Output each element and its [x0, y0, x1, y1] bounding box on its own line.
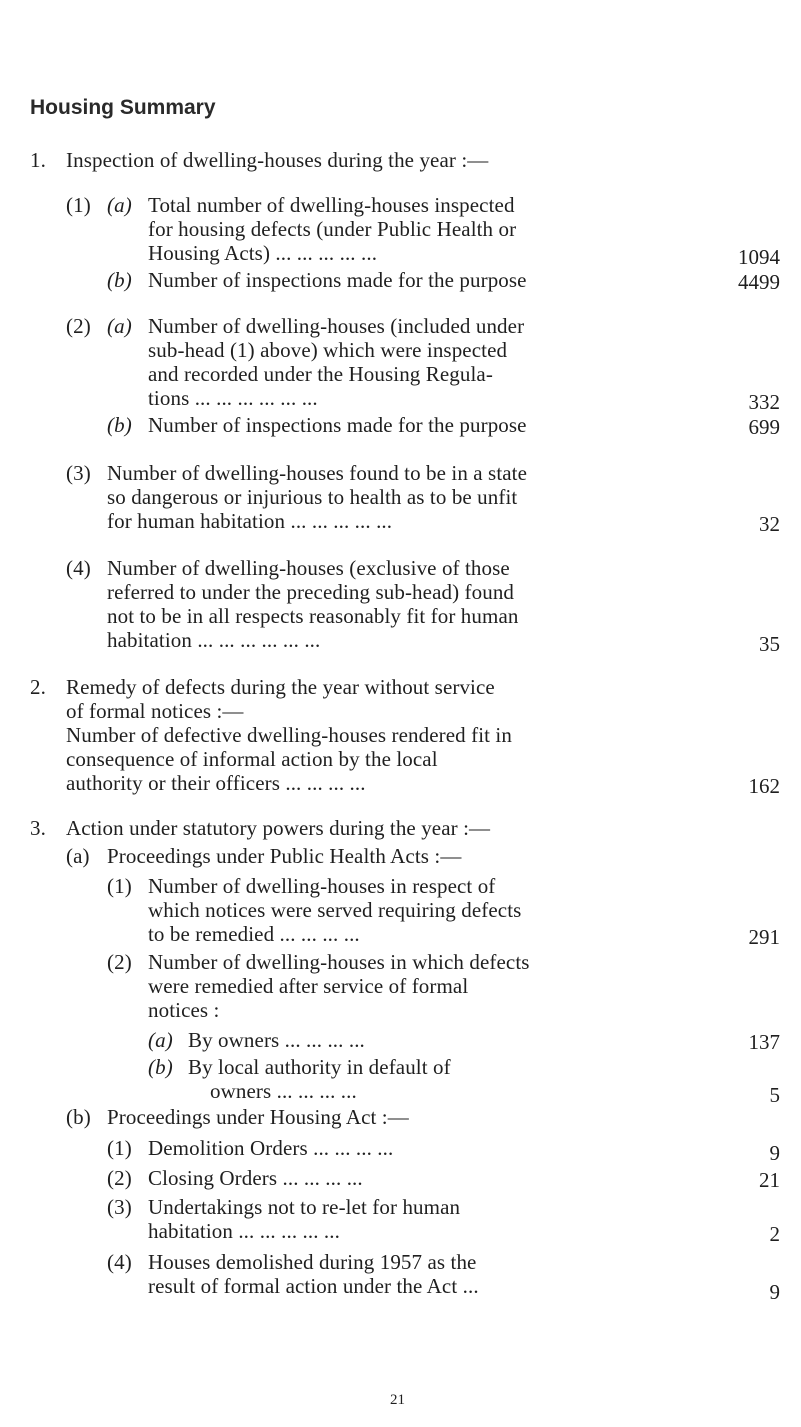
value-1b: 4499 [738, 270, 780, 294]
sub-1b-text: Number of inspections made for the purpose [148, 268, 527, 292]
sub-2-marker: (2) [66, 314, 91, 338]
value-owners: 137 [748, 1030, 780, 1054]
section-3a-heading: Proceedings under Public Health Acts :— [107, 844, 462, 868]
value-3b1: 9 [769, 1141, 780, 1165]
value-authority: 5 [769, 1083, 780, 1107]
section-2-line: Number of defective dwelling-houses rendered fit in [66, 723, 512, 747]
sub-1a-line: Housing Acts) ... ... ... ... ... [148, 241, 378, 265]
section-3b-heading: Proceedings under Housing Act :— [107, 1105, 409, 1129]
sub-4-line: not to be in all respects reasonably fit for human [107, 604, 519, 628]
sub-2a-line: sub-head (1) above) which were inspected [148, 338, 508, 362]
section-3b3-line: Undertakings not to re-let for human [148, 1195, 461, 1219]
sub-3-marker: (3) [66, 461, 91, 485]
page-number: 21 [390, 1392, 405, 1408]
owners-marker: (a) [148, 1028, 173, 1052]
section-2-line: Remedy of defects during the year without service [66, 675, 495, 699]
authority-line: By local authority in default of [188, 1055, 451, 1079]
section-3a1-line: Number of dwelling-houses in respect of [148, 874, 496, 898]
section-2-line: consequence of informal action by the local [66, 747, 438, 771]
value-2b: 699 [748, 415, 780, 439]
section-3b4-marker: (4) [107, 1250, 132, 1274]
sub-1a-line: Total number of dwelling-houses inspected [148, 193, 515, 217]
section-3a2-marker: (2) [107, 950, 132, 974]
section-3a1-line: to be remedied ... ... ... ... [148, 922, 360, 946]
section-3-number: 3. [30, 816, 46, 840]
sub-3-line: Number of dwelling-houses found to be in a state [107, 461, 528, 485]
section-3b4-line: Houses demolished during 1957 as the [148, 1250, 477, 1274]
sub-2b-marker: (b) [107, 413, 132, 437]
section-3b2-marker: (2) [107, 1166, 132, 1190]
section-1-heading: Inspection of dwelling-houses during the year :— [66, 148, 489, 172]
value-3: 32 [759, 512, 780, 536]
sub-1b-marker: (b) [107, 268, 132, 292]
sub-4-line: referred to under the preceding sub-head) found [107, 580, 515, 604]
section-2-line: of formal notices :— [66, 699, 244, 723]
sub-1a-line: for housing defects (under Public Health or [148, 217, 517, 241]
sub-4-line: Number of dwelling-houses (exclusive of those [107, 556, 510, 580]
sub-2a-line: and recorded under the Housing Regula- [148, 362, 493, 386]
sub-1-marker: (1) [66, 193, 91, 217]
section-3b3-marker: (3) [107, 1195, 132, 1219]
sub-3-line: for human habitation ... ... ... ... ... [107, 509, 393, 533]
sub-4-marker: (4) [66, 556, 91, 580]
section-3a1-line: which notices were served requiring defects [148, 898, 522, 922]
section-3b2-text: Closing Orders ... ... ... ... [148, 1166, 363, 1190]
sub-2b-text: Number of inspections made for the purpose [148, 413, 527, 437]
sub-2a-line: tions ... ... ... ... ... ... [148, 386, 318, 410]
section-1-number: 1. [30, 148, 46, 172]
section-2-number: 2. [30, 675, 46, 699]
value-section-2: 162 [748, 774, 780, 798]
page-title: Housing Summary [30, 96, 216, 119]
section-3b1-text: Demolition Orders ... ... ... ... [148, 1136, 394, 1160]
section-3a2-line: Number of dwelling-houses in which defects [148, 950, 530, 974]
value-4: 35 [759, 632, 780, 656]
sub-1a-marker: (a) [107, 193, 132, 217]
value-3b4: 9 [769, 1280, 780, 1304]
value-3b2: 21 [759, 1168, 780, 1192]
sub-2a-line: Number of dwelling-houses (included under [148, 314, 525, 338]
value-2a: 332 [748, 390, 780, 414]
section-3a2-line: notices : [148, 998, 220, 1022]
section-3b1-marker: (1) [107, 1136, 132, 1160]
owners-text: By owners ... ... ... ... [188, 1028, 365, 1052]
authority-marker: (b) [148, 1055, 173, 1079]
section-3a-marker: (a) [66, 844, 90, 868]
section-3-heading: Action under statutory powers during the year :— [66, 816, 491, 840]
value-1a: 1094 [738, 245, 780, 269]
sub-3-line: so dangerous or injurious to health as to be unfit [107, 485, 518, 509]
section-3b3-line: habitation ... ... ... ... ... [148, 1219, 340, 1243]
sub-2a-marker: (a) [107, 314, 132, 338]
section-3a2-line: were remedied after service of formal [148, 974, 469, 998]
section-3b4-line: result of formal action under the Act ... [148, 1274, 479, 1298]
sub-4-line: habitation ... ... ... ... ... ... [107, 628, 321, 652]
section-3b-marker: (b) [66, 1105, 91, 1129]
section-3a1-marker: (1) [107, 874, 132, 898]
value-3a1: 291 [748, 925, 780, 949]
section-2-line: authority or their officers ... ... ... ... [66, 771, 366, 795]
value-3b3: 2 [769, 1222, 780, 1246]
authority-line: owners ... ... ... ... [210, 1079, 357, 1103]
